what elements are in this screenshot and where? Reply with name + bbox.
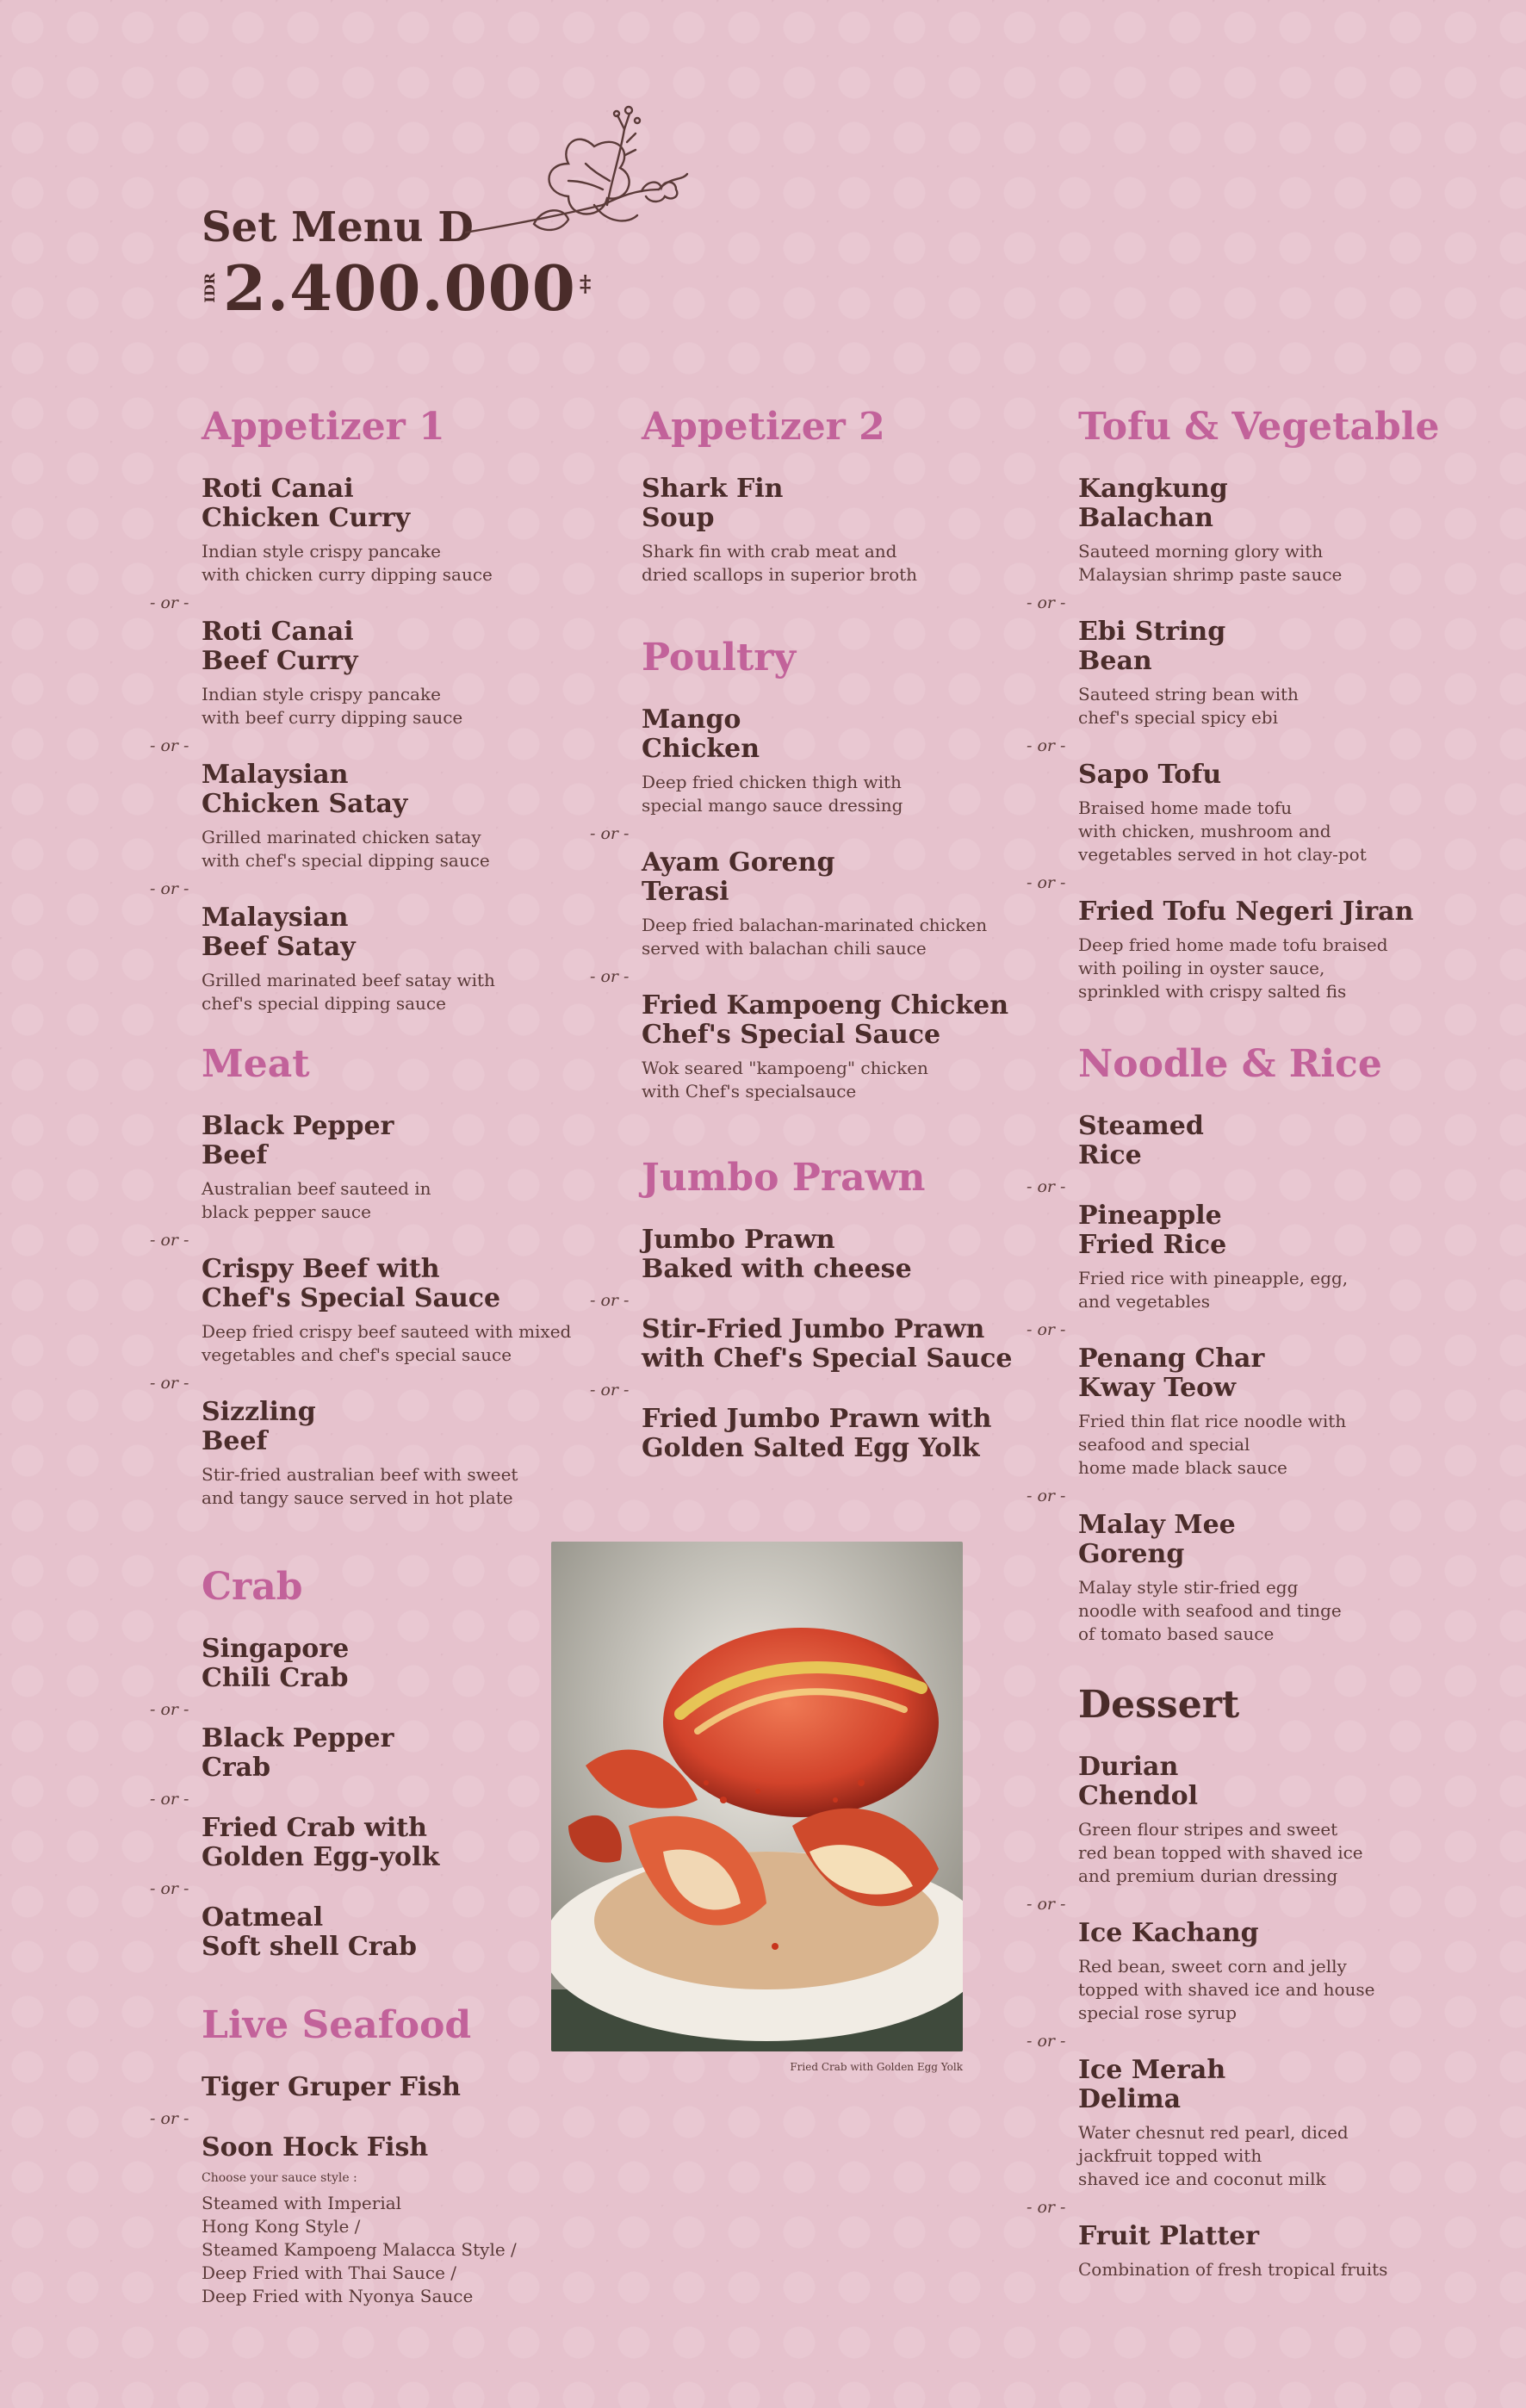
or-divider: - or - — [1027, 1895, 1066, 1914]
section-title: Tofu & Vegetable — [1078, 405, 1440, 449]
item-description: Australian beef sauteed in black pepper sauce — [202, 1178, 431, 1222]
item-name: Ebi String Bean — [1078, 617, 1226, 676]
item-name: Sizzling Beef — [202, 1397, 316, 1456]
or-divider: - or - — [150, 2109, 189, 2128]
section-title: Meat — [202, 1042, 310, 1086]
item-description: Deep fried home made tofu braised with poiling in oyster sauce, sprinkled with crispy salted fis — [1078, 934, 1388, 1002]
crab-photo — [551, 1542, 963, 2051]
menu-column-1-seafood — [150, 2003, 598, 2308]
or-divider: - or - — [590, 967, 630, 986]
section-live-seafood — [150, 2003, 598, 2308]
item-description: Fried rice with pineapple, egg, and vegetables — [1078, 1268, 1349, 1312]
menu-item — [1078, 2056, 1474, 2191]
menu-item — [642, 1315, 1038, 1374]
item-description: Stir-fried australian beef with sweet and tangy sauce served in hot plate — [202, 1464, 518, 1508]
or-divider: - or - — [150, 1879, 189, 1898]
menu-item — [202, 618, 598, 729]
menu-item — [1078, 1201, 1474, 1313]
menu-column-2-poultry — [590, 636, 1038, 1103]
item-name: Fruit Platter — [1078, 2221, 1260, 2251]
menu-item — [202, 1724, 598, 1783]
section-title: Jumbo Prawn — [642, 1156, 926, 1200]
section-meat — [150, 1042, 598, 1510]
menu-item — [202, 475, 598, 586]
menu-item — [202, 1112, 598, 1224]
or-divider: - or - — [1027, 736, 1066, 755]
item-description: Sauteed morning glory with Malaysian shrimp paste sauce — [1078, 541, 1343, 585]
or-divider: - or - — [150, 736, 189, 755]
section-title: Live Seafood — [202, 2003, 472, 2047]
or-divider: - or - — [1027, 1177, 1066, 1196]
menu-item — [642, 848, 1038, 960]
or-divider: - or - — [1027, 2198, 1066, 2217]
or-divider: - or - — [150, 1231, 189, 1250]
item-description: Deep fried crispy beef sauteed with mixed vegetables and chef's special sauce — [202, 1321, 572, 1365]
section-appetizer-2 — [642, 405, 1038, 586]
item-name: Shark Fin Soup — [642, 474, 784, 533]
menu-item — [202, 760, 598, 872]
menu-column-3 — [1027, 405, 1474, 1003]
menu-item — [202, 1635, 598, 1693]
item-name: Ice Merah Delima — [1078, 2055, 1226, 2114]
item-description: Grilled marinated chicken satay with chef's special dipping sauce — [202, 827, 490, 871]
flower-illustration — [465, 95, 689, 258]
item-name: Penang Char Kway Teow — [1078, 1344, 1265, 1403]
set-menu-title: Set Menu D — [202, 203, 474, 251]
item-description: Malay style stir-fried egg noodle with seafood and tinge of tomato based sauce — [1078, 1577, 1342, 1644]
menu-item — [1078, 475, 1474, 586]
item-name: Ice Kachang — [1078, 1918, 1259, 1948]
section-noodle-rice — [1027, 1042, 1474, 1646]
price-row — [202, 251, 591, 325]
item-description: Indian style crispy pancake with chicken curry dipping sauce — [202, 541, 493, 585]
item-description: Braised home made tofu with chicken, mushroom and vegetables served in hot clay-pot — [1078, 797, 1367, 865]
item-name: Fried Jumbo Prawn with Golden Salted Egg Yolk — [642, 1404, 992, 1463]
menu-item — [642, 475, 1038, 586]
or-divider: - or - — [150, 1790, 189, 1809]
item-name: Steamed Rice — [1078, 1111, 1204, 1170]
or-divider: - or - — [590, 824, 630, 843]
item-name: Black Pepper Beef — [202, 1111, 394, 1170]
menu-column-1-meat — [150, 1042, 598, 1510]
item-name: Stir-Fried Jumbo Prawn with Chef's Special Sauce — [642, 1314, 1013, 1374]
or-divider: - or - — [150, 879, 189, 898]
item-name: Roti Canai Chicken Curry — [202, 474, 411, 533]
or-divider: - or - — [150, 1700, 189, 1719]
price-value: 2.400.000 — [223, 251, 576, 325]
item-description: Water chesnut red pearl, diced jackfruit topped with shaved ice and coconut milk — [1078, 2122, 1349, 2189]
menu-item — [1078, 1919, 1474, 2025]
or-divider: - or - — [1027, 873, 1066, 892]
item-name: Durian Chendol — [1078, 1752, 1198, 1811]
section-title: Dessert — [1078, 1683, 1240, 1727]
item-name: Malay Mee Goreng — [1078, 1510, 1236, 1569]
section-tofu-vegetable — [1027, 405, 1474, 1003]
menu-item — [642, 1226, 1038, 1284]
menu-column-2-prawn — [590, 1156, 1038, 1463]
price-suffix: ‡ — [579, 270, 592, 297]
or-divider: - or - — [1027, 2032, 1066, 2051]
section-title: Appetizer 2 — [642, 405, 885, 449]
item-name: Mango Chicken — [642, 704, 760, 764]
item-name: Jumbo Prawn Baked with cheese — [642, 1225, 912, 1284]
menu-item — [1078, 1753, 1474, 1888]
section-dessert — [1027, 1683, 1474, 2281]
photo-caption: Fried Crab with Golden Egg Yolk — [790, 2061, 963, 2073]
section-title: Appetizer 1 — [202, 405, 445, 449]
menu-item — [1078, 2222, 1474, 2281]
item-description: Steamed with Imperial Hong Kong Style / Steamed Kampoeng Malacca Style / Deep Fried with Thai Sauce / Deep Fried with Nyonya Sauce — [202, 2193, 517, 2306]
menu-item — [1078, 1511, 1474, 1646]
item-description: Red bean, sweet corn and jelly topped with shaved ice and house special rose syrup — [1078, 1956, 1375, 2023]
menu-item — [202, 1398, 598, 1510]
item-description: Shark fin with crab meat and dried scallops in superior broth — [642, 541, 918, 585]
menu-item — [202, 2133, 598, 2308]
menu-item — [202, 1814, 598, 1872]
item-name: Malaysian Beef Satay — [202, 903, 356, 962]
menu-item — [202, 903, 598, 1015]
menu-column-3-dessert — [1027, 1683, 1474, 2281]
menu-item — [642, 705, 1038, 817]
menu-item — [642, 1405, 1038, 1463]
item-name: Tiger Gruper Fish — [202, 2072, 461, 2102]
item-name: Sapo Tofu — [1078, 760, 1222, 790]
menu-item — [202, 1903, 598, 1962]
item-description: Indian style crispy pancake with beef curry dipping sauce — [202, 684, 463, 728]
item-name: Oatmeal Soft shell Crab — [202, 1902, 418, 1962]
menu-item — [1078, 760, 1474, 866]
menu-column-1 — [150, 405, 598, 1015]
item-name: Crispy Beef with Chef's Special Sauce — [202, 1254, 501, 1313]
menu-item — [1078, 1344, 1474, 1480]
item-name: Kangkung Balachan — [1078, 474, 1228, 533]
item-name: Fried Kampoeng Chicken Chef's Special Sauce — [642, 990, 1009, 1050]
menu-item — [1078, 897, 1474, 1003]
section-jumbo-prawn — [590, 1156, 1038, 1463]
menu-item — [1078, 618, 1474, 729]
section-title: Noodle & Rice — [1078, 1042, 1382, 1086]
item-name: Pineapple Fried Rice — [1078, 1201, 1227, 1260]
sauce-note: Choose your sauce style : — [202, 2171, 357, 2185]
item-description: Deep fried chicken thigh with special mango sauce dressing — [642, 772, 903, 816]
or-divider: - or - — [1027, 1320, 1066, 1339]
section-poultry — [590, 636, 1038, 1103]
currency-label: IDR — [202, 273, 218, 303]
item-name: Fried Tofu Negeri Jiran — [1078, 897, 1414, 927]
or-divider: - or - — [590, 1291, 630, 1310]
menu-item — [1078, 1112, 1474, 1170]
item-name: Soon Hock Fish — [202, 2132, 429, 2163]
menu-item — [642, 991, 1038, 1103]
item-description: Sauteed string bean with chef's special spicy ebi — [1078, 684, 1299, 728]
item-description: Green flour stripes and sweet red bean topped with shaved ice and premium durian dressing — [1078, 1819, 1363, 1886]
menu-column-1-crab — [150, 1565, 598, 1962]
or-divider: - or - — [590, 1381, 630, 1399]
or-divider: - or - — [1027, 593, 1066, 612]
or-divider: - or - — [1027, 1486, 1066, 1505]
item-description: Combination of fresh tropical fruits — [1078, 2259, 1388, 2280]
or-divider: - or - — [150, 1374, 189, 1393]
section-title: Crab — [202, 1565, 303, 1609]
item-name: Fried Crab with Golden Egg-yolk — [202, 1813, 440, 1872]
item-description: Deep fried balachan-marinated chicken served with balachan chili sauce — [642, 915, 988, 959]
item-name: Black Pepper Crab — [202, 1723, 394, 1783]
item-description: Wok seared "kampoeng" chicken with Chef's specialsauce — [642, 1058, 928, 1102]
item-name: Malaysian Chicken Satay — [202, 760, 408, 819]
menu-item — [202, 1255, 598, 1367]
menu-column-2 — [642, 405, 1038, 586]
section-title: Poultry — [642, 636, 797, 680]
item-name: Roti Canai Beef Curry — [202, 617, 358, 676]
section-appetizer-1 — [150, 405, 598, 1015]
item-description: Fried thin flat rice noodle with seafood and special home made black sauce — [1078, 1411, 1347, 1478]
menu-column-3-noodle — [1027, 1042, 1474, 1646]
or-divider: - or - — [150, 593, 189, 612]
menu-item — [202, 2073, 598, 2102]
section-crab — [150, 1565, 598, 1962]
item-description: Grilled marinated beef satay with chef's special dipping sauce — [202, 970, 495, 1014]
item-name: Singapore Chili Crab — [202, 1634, 350, 1693]
item-name: Ayam Goreng Terasi — [642, 847, 835, 907]
